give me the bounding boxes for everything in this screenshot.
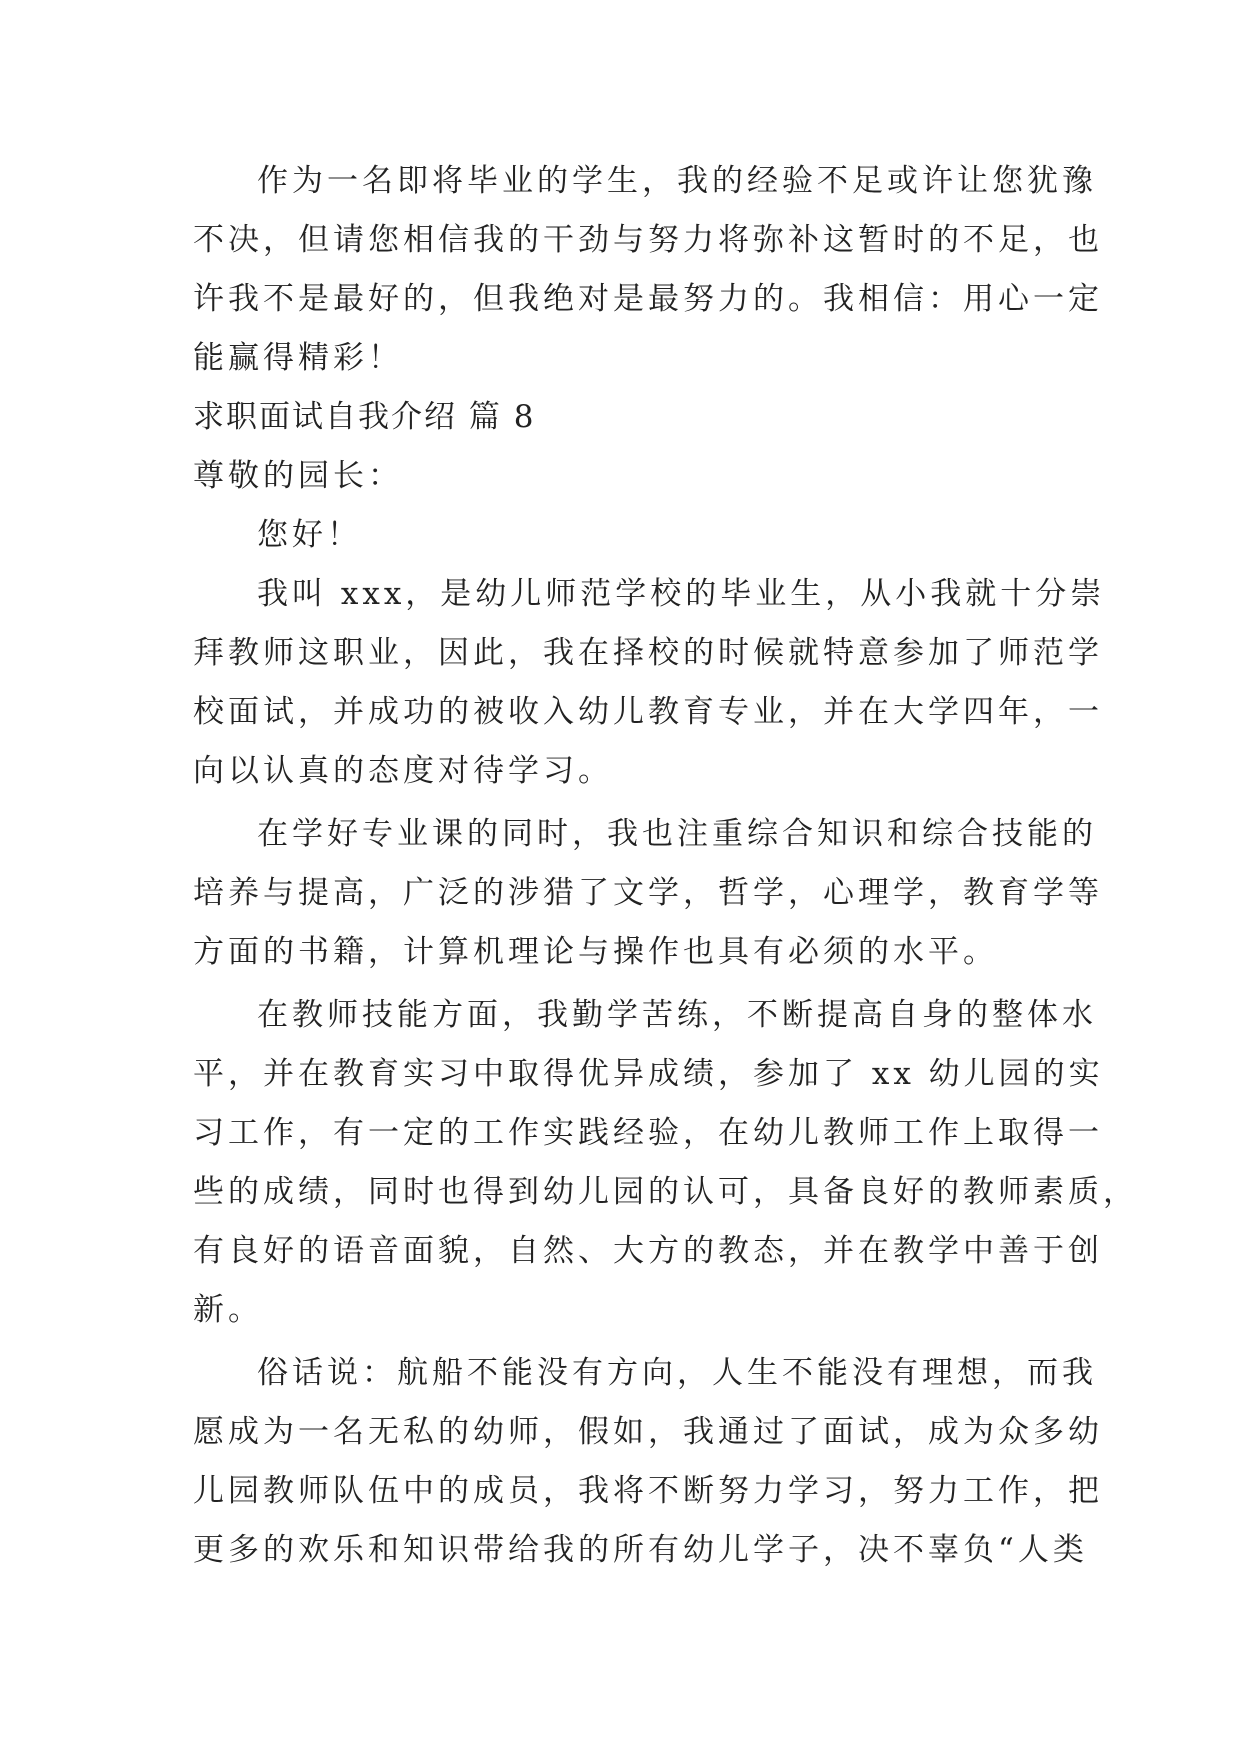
paragraph-introduction <box>193 565 1106 801</box>
text-line: 培养与提高，广泛的涉猎了文学，哲学，心理学，教育学等 <box>193 875 1103 911</box>
text-line: 习工作，有一定的工作实践经验，在幼儿教师工作上取得一 <box>193 1115 1103 1151</box>
greeting: 您好！ <box>257 517 362 553</box>
text-line: 不决，但请您相信我的干劲与努力将弥补这暂时的不足，也 <box>193 222 1103 258</box>
text-line: 在教师技能方面，我勤学苦练，不断提高自身的整体水 <box>257 997 1097 1033</box>
text-line: 有良好的语音面貌，自然、大方的教态，并在教学中善于创 <box>193 1233 1103 1269</box>
text-line: 向以认真的态度对待学习。 <box>193 753 613 789</box>
text-line: 许我不是最好的，但我绝对是最努力的。我相信：用心一定 <box>193 281 1103 317</box>
section-title: 求职面试自我介绍 篇 8 <box>193 399 536 435</box>
text-line: 愿成为一名无私的幼师，假如，我通过了面试，成为众多幼 <box>193 1414 1103 1450</box>
paragraph-aspiration <box>193 1344 1103 1580</box>
text-line: 作为一名即将毕业的学生，我的经验不足或许让您犹豫 <box>257 163 1097 199</box>
text-line: 新。 <box>193 1292 263 1328</box>
paragraph-studies <box>193 805 1103 982</box>
salutation: 尊敬的园长： <box>193 458 403 494</box>
text-line: 能赢得精彩！ <box>193 340 403 376</box>
text-line: 拜教师这职业，因此，我在择校的时候就特意参加了师范学 <box>193 635 1103 671</box>
text-line: 俗话说：航船不能没有方向，人生不能没有理想，而我 <box>257 1355 1097 1391</box>
paragraph-closing-statement <box>193 152 1103 388</box>
text-line: 我叫 xxx，是幼儿师范学校的毕业生，从小我就十分崇 <box>257 576 1106 612</box>
text-line: 些的成绩，同时也得到幼儿园的认可，具备良好的教师素质， <box>193 1174 1138 1210</box>
text-line: 校面试，并成功的被收入幼儿教育专业，并在大学四年，一 <box>193 694 1103 730</box>
document-body <box>193 152 1138 1580</box>
text-line: 在学好专业课的同时，我也注重综合知识和综合技能的 <box>257 816 1097 852</box>
text-line: 平，并在教育实习中取得优异成绩，参加了 xx 幼儿园的实 <box>193 1056 1104 1092</box>
text-line: 方面的书籍，计算机理论与操作也具有必须的水平。 <box>193 934 998 970</box>
text-line: 儿园教师队伍中的成员，我将不断努力学习，努力工作，把 <box>193 1473 1103 1509</box>
text-line: 更多的欢乐和知识带给我的所有幼儿学子，决不辜负“人类 <box>193 1532 1088 1568</box>
paragraph-teaching-skills <box>193 986 1138 1340</box>
